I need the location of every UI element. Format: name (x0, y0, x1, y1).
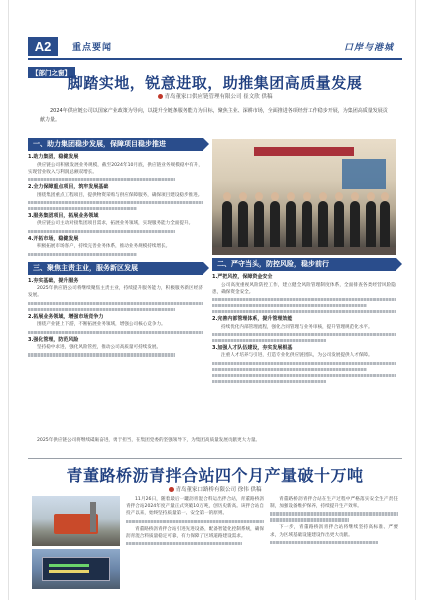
section2-heading: 二、严守当头，防控风险，稳步前行 (212, 258, 396, 271)
article2-headline: 青董路桥沥青拌合站四个月产量破十万吨 (66, 466, 364, 485)
control-room-photo (32, 549, 120, 589)
section2-p3: 注重人才培养与引进，打造专业化供应链团队，为公司发展提供人才保障。 (221, 353, 373, 359)
article1-lead-text: 2024年供应链公司以国家产业政策为导向，以提升全链条服务能力为目标，聚焦主业、深耕市场，全面推进各项经营工作稳步开展，为集团高质量发展贡献力量。 (40, 108, 388, 123)
photo-panel (42, 557, 110, 581)
text-line (212, 380, 326, 383)
photo-person (380, 201, 390, 249)
article1-left-column (28, 138, 203, 359)
section2-p3-head: 3.加强人才队伍建设，夯实发展根基 (212, 344, 293, 351)
article2-mid-p2: 青董路桥沥青拌合站引进先进设备，配备智能化控制系统，确保沥青混合料质量稳定可靠，有力保障了区域道路建设需求。 (126, 526, 264, 539)
text-line (28, 302, 203, 305)
page-number: A2 (28, 37, 58, 56)
article2-mid-p1: 11月26日，随着最后一罐沥青混合料运出拌合站，青董路桥沥青拌合站2024年度产量正式突破10万吨，创历史新高。该拌合站自投产以来，始终坚持质量第一、安全第一的原则。 (126, 497, 264, 517)
article2-byline (28, 485, 402, 493)
bullet-icon (169, 487, 174, 492)
article1-byline (28, 92, 402, 100)
section3-p1-head: 1.夯实基础，提升服务 (28, 277, 79, 284)
text-line (270, 518, 349, 521)
article2-middle-column (126, 496, 264, 548)
photo-person (270, 201, 280, 249)
photo-screen (342, 159, 386, 189)
section1-p4: 积极拓展市场客户，持续完善业务体系，推动业务规模持续增长。 (37, 244, 171, 250)
photo-person (334, 201, 344, 249)
text-line (28, 207, 137, 210)
header-rule (28, 58, 402, 60)
section2-p1: 公司高度重视风险防控工作，建立健全风险管理制度体系，全面排查各类经营风险隐患，确保资金安全。 (212, 282, 396, 295)
article1-right-column (212, 258, 396, 386)
section1-p1: 供应链公司积极发展业务规模，截至2024年10月底，供应链业务规模稳中有升，实现营业收入与利润总额双增长。 (28, 162, 203, 175)
section1-p3-head: 3.服务集团项目，拓展业务领域 (28, 212, 99, 219)
section1-p4-head: 4.开拓市场，稳健发展 (28, 235, 79, 242)
text-line (28, 308, 175, 311)
text-line (28, 230, 175, 233)
photo-person (350, 201, 360, 249)
text-line (270, 541, 378, 544)
article2-right-p2: 下一步，青董路桥沥青拌合站将继续坚持高标准、严要求，为区域基础设施建设作出更大贡献。 (270, 525, 398, 538)
photo-person (222, 201, 232, 249)
article1-lead (40, 107, 390, 124)
masthead-logo: 口岸与港城 (343, 43, 394, 53)
article2-byline-text: 青岛董家口路桥有限公司 徐伟 供稿 (175, 487, 262, 493)
section3-p3-head: 3.强化管理，防范风险 (28, 336, 79, 343)
section2-p2-head: 2.完善内部管理体系，提升管理效能 (212, 316, 293, 323)
page-edge-right (415, 0, 416, 600)
section1-p2-head: 2.全力保障重点项目，筑牢发展基础 (28, 184, 109, 191)
photo-person (238, 201, 248, 249)
section1-p2: 围绕集团重点工程项目，提供物资采购与供应保障服务，确保项目建设稳步推进。 (37, 192, 203, 198)
text-line (126, 542, 242, 545)
photo-banner (254, 147, 354, 156)
photo-floor (212, 247, 396, 255)
text-line (126, 520, 264, 523)
article1-headline: 脚踏实地，锐意进取，助推集团高质量发展 (67, 74, 363, 92)
text-line (28, 331, 203, 334)
section3-p2-head: 2.拓展业务领域，增强市场竞争力 (28, 313, 104, 320)
text-line (212, 368, 367, 371)
article2-right-p1: 青董路桥沥青拌合站在生产过程中严格落实安全生产责任制，加强设备维护保养，持续提升生产效率。 (270, 497, 398, 510)
section2-p2: 持续优化内部管理流程，强化合同管理与业务审核，提升管理规范化水平。 (221, 324, 373, 330)
text-line (212, 310, 396, 313)
text-line (212, 339, 326, 342)
photo-person (366, 201, 376, 249)
photo-person (318, 201, 328, 249)
text-line (212, 304, 367, 307)
text-line (212, 362, 396, 365)
text-line (212, 333, 396, 336)
article1-closing (28, 437, 402, 444)
photo-tower (90, 502, 96, 532)
section1-p3: 供应链公司主动对接集团项目需求，拓展业务领域，实现服务能力全面提升。 (37, 221, 194, 227)
text-line (212, 374, 396, 377)
section3-p1: 2025年供应链公司将继续聚焦主责主业，持续提升服务能力，积极服务新区经济发展。 (28, 286, 203, 299)
section1-p1-head: 1.助力集团，稳健发展 (28, 154, 79, 160)
text-line (28, 253, 137, 256)
page-edge-left (8, 0, 9, 600)
article-divider (28, 458, 402, 459)
photo-person (254, 201, 264, 249)
meeting-photo (212, 139, 396, 255)
section3-p2: 围绕产业链上下游，不断拓展业务领域，增强公司核心竞争力。 (37, 322, 166, 328)
section2-p1-head: 1.严把风控，保障资金安全 (212, 274, 273, 280)
photo-person (286, 201, 296, 249)
text-line (28, 201, 203, 204)
section-label: 重点要闻 (72, 43, 113, 53)
text-line (28, 178, 175, 181)
photo-person (302, 201, 312, 249)
section1-heading: 一、助力集团稳步发展，保障项目稳步推进 (28, 138, 203, 151)
section3-p3: 坚持稳中求进，强化风险管控，推动公司高质量可持续发展。 (37, 345, 162, 351)
article1-byline-text: 青岛董家口供应链管理有限公司 崔文欣 供稿 (164, 94, 273, 100)
bullet-icon (158, 94, 163, 99)
department-tag: 【部门之窗】 (28, 67, 75, 78)
section3-heading: 三、聚焦主责主业，服务新区发展 (28, 262, 203, 275)
text-line (270, 512, 398, 515)
text-line (28, 353, 175, 356)
text-line (212, 298, 396, 301)
page-header (0, 0, 424, 54)
asphalt-plant-photo (32, 496, 120, 546)
article2-right-column (270, 496, 398, 547)
closing-text: 2025年供应链公司将继续砥砺奋进，勇于担当，在集团党委的坚强领导下，为集团高质量发展贡献更大力量。 (37, 438, 261, 443)
